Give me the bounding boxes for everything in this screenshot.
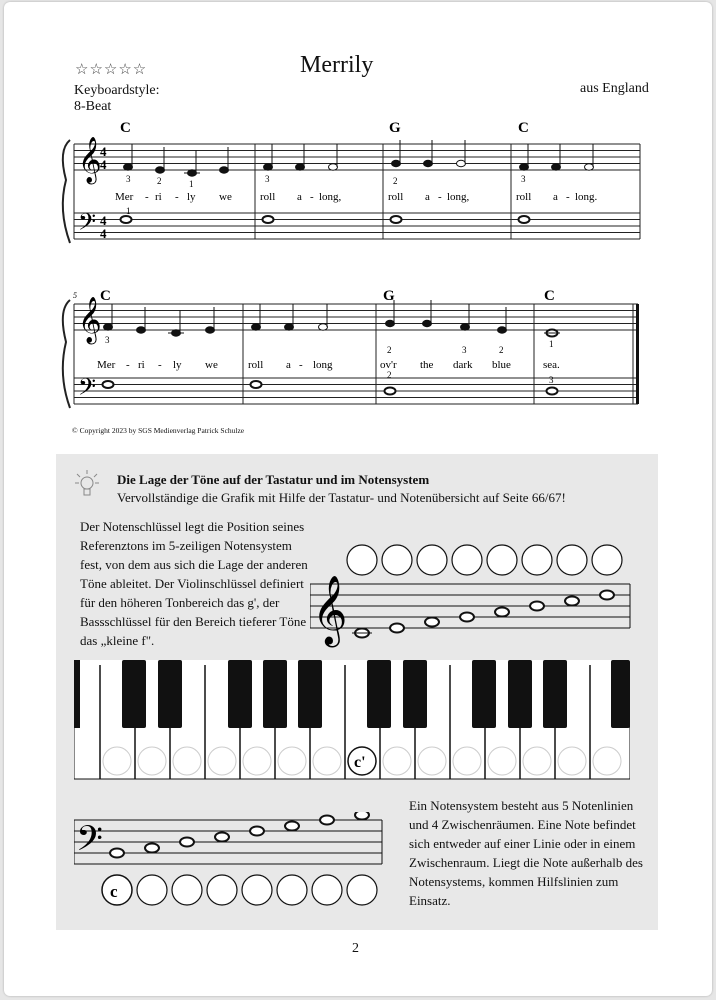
svg-text:2: 2 — [387, 345, 392, 355]
svg-text:2: 2 — [393, 176, 398, 186]
svg-text:the: the — [420, 359, 434, 371]
time-sig-bottom: 4 — [100, 157, 107, 172]
bass-clef-icon: 𝄢 — [78, 210, 97, 241]
chord: G — [383, 288, 395, 304]
svg-text:a: a — [553, 191, 558, 203]
answer-circle — [592, 545, 622, 575]
svg-text:a: a — [425, 191, 430, 203]
song-origin: aus England — [580, 81, 649, 96]
svg-text:1: 1 — [549, 339, 554, 349]
svg-text:a: a — [286, 359, 291, 371]
page-number: 2 — [352, 941, 359, 956]
piano-keyboard — [74, 660, 630, 780]
svg-text:4: 4 — [100, 213, 107, 228]
chord: G — [389, 120, 401, 136]
svg-text:3: 3 — [126, 174, 131, 184]
bass-c-label: c — [110, 882, 118, 901]
svg-text:roll: roll — [516, 191, 532, 203]
svg-text:-: - — [158, 359, 162, 371]
svg-text:long: long — [313, 359, 333, 371]
svg-text:sea.: sea. — [543, 359, 560, 371]
svg-text:3: 3 — [521, 174, 526, 184]
copyright-notice: © Copyright 2023 by SGS Medienverlag Patrick Schulze — [72, 426, 245, 435]
svg-text:3: 3 — [105, 335, 110, 345]
svg-text:3: 3 — [462, 345, 467, 355]
answer-circle — [382, 545, 412, 575]
svg-text:ly: ly — [187, 191, 196, 203]
bass-clef-icon: 𝄢 — [78, 375, 97, 406]
svg-text:3: 3 — [549, 375, 554, 385]
answer-circle — [312, 875, 342, 905]
svg-text:3: 3 — [265, 174, 270, 184]
svg-text:Mer: Mer — [97, 359, 116, 371]
chord: C — [518, 120, 529, 136]
measure-number: 5 — [73, 291, 77, 300]
chord: C — [120, 120, 131, 136]
svg-text:2: 2 — [499, 345, 504, 355]
score-system-1 — [0, 110, 716, 250]
bass-exercise — [74, 812, 389, 912]
svg-text:ri: ri — [138, 359, 145, 371]
bass-clef-icon: 𝄢 — [76, 821, 104, 867]
score-system-2 — [0, 280, 716, 415]
clef-explanation: Der Notenschlüssel legt die Position seines Referenztons im 5-zeiligen Notensystem fest, von dem aus sich die Lage der anderen Töne ableitet. Der Violinschlüssel definiert für den höheren Tonbereich das g', der Bassschlüssel für den Bereich tieferer Töne das „kleine f". — [80, 519, 308, 648]
chord: C — [544, 288, 555, 304]
svg-text:long.: long. — [575, 191, 598, 203]
answer-circle — [522, 545, 552, 575]
treble-clef-icon: 𝄞 — [78, 297, 102, 342]
svg-text:-: - — [438, 191, 442, 203]
info-box-subtitle: Vervollständige die Grafik mit Hilfe der Tastatur- und Notenübersicht auf Seite 66/67! — [117, 490, 566, 505]
time-sig-top: 4 — [100, 144, 107, 159]
keyboard-style-value: 8-Beat — [74, 99, 112, 114]
answer-circle — [452, 545, 482, 575]
svg-text:roll: roll — [248, 359, 264, 371]
svg-text:-: - — [145, 191, 149, 203]
svg-text:ly: ly — [173, 359, 182, 371]
answer-circle — [207, 875, 237, 905]
treble-clef-icon: 𝄞 — [312, 577, 348, 643]
svg-text:we: we — [205, 359, 218, 371]
svg-text:4: 4 — [100, 226, 107, 241]
keyboard-c-label: c' — [354, 754, 366, 771]
svg-text:long,: long, — [319, 191, 342, 203]
difficulty-stars: ☆☆☆☆☆ — [75, 62, 148, 78]
answer-circle — [277, 875, 307, 905]
answer-circle — [417, 545, 447, 575]
keyboard-style-label: Keyboardstyle: — [74, 83, 160, 98]
treble-exercise — [310, 540, 640, 650]
svg-text:roll: roll — [260, 191, 276, 203]
svg-text:Mer: Mer — [115, 191, 134, 203]
svg-text:-: - — [299, 359, 303, 371]
svg-text:-: - — [566, 191, 570, 203]
svg-text:we: we — [219, 191, 232, 203]
answer-circle — [137, 875, 167, 905]
chord: C — [100, 288, 111, 304]
answer-circle — [172, 875, 202, 905]
answer-circle — [242, 875, 272, 905]
svg-text:roll: roll — [388, 191, 404, 203]
svg-text:-: - — [175, 191, 179, 203]
answer-circle — [347, 875, 377, 905]
svg-text:1: 1 — [126, 206, 131, 216]
svg-text:long,: long, — [447, 191, 470, 203]
svg-text:ri: ri — [155, 191, 162, 203]
svg-text:a: a — [297, 191, 302, 203]
svg-text:1: 1 — [189, 179, 194, 189]
svg-text:dark: dark — [453, 359, 473, 371]
svg-text:ov'r: ov'r — [380, 359, 397, 371]
staff-explanation: Ein Notensystem besteht aus 5 Notenlinien und 4 Zwischenräumen. Eine Note befindet sich entweder auf einer Linie oder in einem Zwischenraum. Liegt die Note außerhalb des Notensystems, kommen Hilfslinien zum Einsatz. — [409, 798, 643, 908]
song-title: Merrily — [300, 52, 374, 78]
svg-text:2: 2 — [387, 370, 392, 380]
svg-text:-: - — [126, 359, 130, 371]
answer-circle — [557, 545, 587, 575]
svg-text:2: 2 — [157, 176, 162, 186]
treble-clef-icon: 𝄞 — [78, 137, 102, 182]
answer-circle — [347, 545, 377, 575]
svg-text:-: - — [310, 191, 314, 203]
answer-circle — [487, 545, 517, 575]
info-box-title: Die Lage der Töne auf der Tastatur und im Notensystem — [117, 472, 430, 487]
lightbulb-icon — [74, 468, 100, 502]
svg-text:blue: blue — [492, 359, 511, 371]
